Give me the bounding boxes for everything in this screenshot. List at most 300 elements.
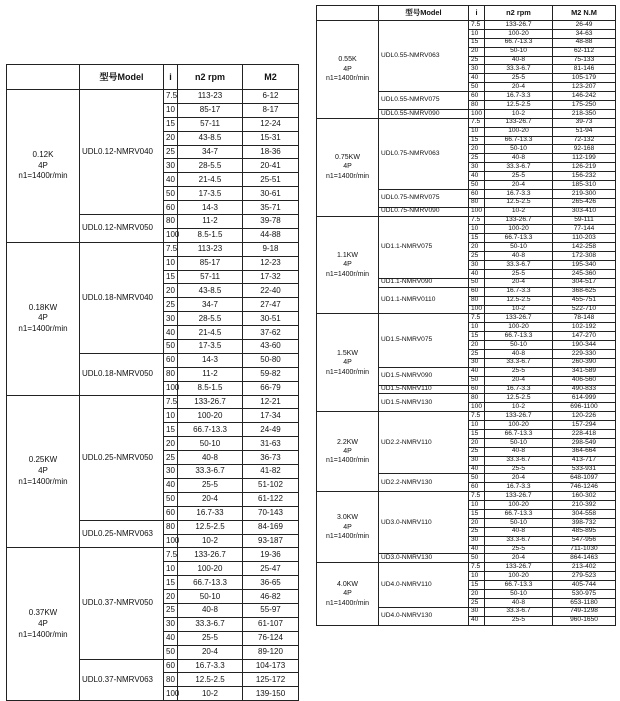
torque-cell: 75-133 — [553, 56, 616, 65]
rpm-cell: 66.7-13.3 — [485, 136, 553, 145]
rpm-cell: 14-3 — [178, 201, 243, 215]
ratio-cell: 20 — [164, 284, 178, 298]
torque-cell: 533-931 — [553, 465, 616, 474]
torque-cell: 304-558 — [553, 509, 616, 518]
input-speed: n1=1400r/min — [325, 270, 369, 278]
ratio-cell: 15 — [164, 576, 178, 590]
torque-cell: 213-402 — [553, 563, 616, 572]
ratio-cell: 50 — [164, 645, 178, 659]
ratio-cell: 80 — [469, 198, 485, 207]
torque-cell: 31-63 — [243, 437, 299, 451]
ratio-cell: 25 — [164, 451, 178, 465]
table-row — [7, 395, 299, 409]
ratio-cell: 40 — [469, 616, 485, 625]
ratio-cell: 50 — [469, 376, 485, 385]
power-rating: 2.2KW — [336, 438, 358, 446]
torque-cell: 279-523 — [553, 572, 616, 581]
torque-cell: 35-71 — [243, 201, 299, 215]
torque-cell: 547-956 — [553, 536, 616, 545]
torque-cell: 25-47 — [243, 562, 299, 576]
rpm-cell: 113-23 — [178, 90, 243, 104]
rpm-cell: 40-8 — [485, 349, 553, 358]
ratio-cell: 50 — [164, 492, 178, 506]
torque-cell: 696-1100 — [553, 403, 616, 412]
rpm-cell: 133-26.7 — [178, 395, 243, 409]
table-row — [317, 412, 616, 421]
rpm-cell: 40-8 — [178, 451, 243, 465]
rpm-cell: 10-2 — [485, 305, 553, 314]
power-spec-cell — [317, 216, 379, 314]
rpm-cell: 100-20 — [485, 421, 553, 430]
ratio-cell: 50 — [469, 181, 485, 190]
rpm-cell: 57-11 — [178, 117, 243, 131]
input-speed: n1=1400r/min — [325, 368, 369, 376]
torque-cell: 105-179 — [553, 74, 616, 83]
torque-cell: 413-717 — [553, 456, 616, 465]
ratio-cell: 25 — [469, 598, 485, 607]
rpm-cell: 85-17 — [178, 103, 243, 117]
rpm-cell: 50-10 — [178, 437, 243, 451]
torque-cell: 15-31 — [243, 131, 299, 145]
ratio-cell: 100 — [164, 687, 178, 701]
rpm-cell: 40-8 — [485, 447, 553, 456]
rpm-cell: 50-10 — [485, 438, 553, 447]
ratio-cell: 60 — [164, 659, 178, 673]
model-cell: UD1.1-NMRV0110 — [379, 287, 469, 314]
model-cell: UD1.5-NMRV110 — [379, 385, 469, 394]
torque-cell: 229-330 — [553, 349, 616, 358]
pole-count: 4P — [38, 618, 48, 628]
rpm-cell: 66.7-13.3 — [485, 332, 553, 341]
power-spec-cell — [7, 395, 80, 548]
header-ratio: i — [164, 65, 178, 90]
model-cell: UDL0.55-NMRV090 — [379, 109, 469, 118]
torque-cell: 46-82 — [243, 590, 299, 604]
rpm-cell: 85-17 — [178, 256, 243, 270]
ratio-cell: 10 — [164, 256, 178, 270]
model-cell: UDL0.55-NMRV075 — [379, 92, 469, 110]
torque-cell: 48-88 — [553, 38, 616, 47]
model-cell: UD3.0-NMRV130 — [379, 554, 469, 563]
torque-cell: 522-710 — [553, 305, 616, 314]
power-spec-cell — [317, 118, 379, 216]
pole-count: 4P — [343, 447, 352, 455]
rpm-cell: 28-5.5 — [178, 159, 243, 173]
rpm-cell: 40-8 — [485, 252, 553, 261]
torque-cell: 17-34 — [243, 409, 299, 423]
ratio-cell: 100 — [469, 207, 485, 216]
torque-cell: 44-88 — [243, 228, 299, 242]
torque-cell: 218-350 — [553, 109, 616, 118]
ratio-cell: 10 — [164, 409, 178, 423]
ratio-cell: 50 — [164, 187, 178, 201]
ratio-cell: 15 — [469, 136, 485, 145]
pole-count: 4P — [343, 359, 352, 367]
rpm-cell: 50-10 — [178, 590, 243, 604]
rpm-cell: 34-7 — [178, 298, 243, 312]
model-cell: UDL0.75-NMRV063 — [379, 118, 469, 189]
rpm-cell: 33.3-6.7 — [485, 261, 553, 270]
input-speed: n1=1400r/min — [18, 476, 68, 486]
ratio-cell: 30 — [469, 65, 485, 74]
ratio-cell: 25 — [469, 527, 485, 536]
table-row — [317, 21, 616, 30]
torque-cell: 260-390 — [553, 358, 616, 367]
power-rating: 0.37KW — [28, 608, 58, 618]
ratio-cell: 50 — [469, 83, 485, 92]
model-cell: UDL0.12-NMRV050 — [80, 215, 164, 243]
model-cell: UDL0.25-NMRV063 — [80, 520, 164, 548]
rpm-cell: 33.3-6.7 — [485, 607, 553, 616]
ratio-cell: 25 — [164, 603, 178, 617]
ratio-cell: 100 — [469, 403, 485, 412]
table-row — [7, 242, 299, 256]
rpm-cell: 66.7-13.3 — [485, 38, 553, 47]
torque-cell: 39-78 — [243, 215, 299, 229]
rpm-cell: 25-5 — [485, 465, 553, 474]
ratio-cell: 80 — [164, 520, 178, 534]
rpm-cell: 16.7-3.3 — [485, 287, 553, 296]
torque-cell: 59-82 — [243, 367, 299, 381]
torque-cell: 112-199 — [553, 154, 616, 163]
rpm-cell: 50-10 — [485, 518, 553, 527]
torque-cell: 59-111 — [553, 216, 616, 225]
torque-cell: 25-51 — [243, 173, 299, 187]
ratio-cell: 25 — [469, 154, 485, 163]
torque-cell: 104-173 — [243, 659, 299, 673]
torque-cell: 19-36 — [243, 548, 299, 562]
rpm-cell: 50-10 — [485, 341, 553, 350]
ratio-cell: 40 — [164, 326, 178, 340]
torque-cell: 485-895 — [553, 527, 616, 536]
rpm-cell: 66.7-13.3 — [485, 234, 553, 243]
ratio-cell: 7.5 — [164, 90, 178, 104]
torque-cell: 51-102 — [243, 478, 299, 492]
power-spec-cell — [7, 548, 80, 701]
ratio-cell: 30 — [469, 358, 485, 367]
rpm-cell: 20-4 — [485, 278, 553, 287]
input-speed: n1=1400r/min — [325, 599, 369, 607]
rpm-cell: 25-5 — [485, 269, 553, 278]
input-speed: n1=1400r/min — [325, 457, 369, 465]
pole-count: 4P — [38, 160, 48, 170]
power-rating: 1.5KW — [336, 349, 358, 357]
model-cell: UD4.0-NMRV110 — [379, 563, 469, 607]
ratio-cell: 15 — [469, 38, 485, 47]
ratio-cell: 15 — [164, 270, 178, 284]
torque-cell: 84-169 — [243, 520, 299, 534]
rpm-cell: 100-20 — [485, 501, 553, 510]
pole-count: 4P — [343, 523, 352, 531]
torque-cell: 298-549 — [553, 438, 616, 447]
ratio-cell: 10 — [469, 421, 485, 430]
torque-cell: 123-207 — [553, 83, 616, 92]
torque-cell: 89-120 — [243, 645, 299, 659]
ratio-cell: 7.5 — [469, 314, 485, 323]
table-row — [317, 216, 616, 225]
rpm-cell: 50-10 — [485, 47, 553, 56]
rpm-cell: 10-2 — [485, 109, 553, 118]
model-cell: UDL0.37-NMRV063 — [80, 659, 164, 701]
ratio-cell: 50 — [469, 474, 485, 483]
model-cell: UDL0.25-NMRV050 — [80, 395, 164, 520]
ratio-cell: 80 — [164, 215, 178, 229]
torque-cell: 24-49 — [243, 423, 299, 437]
rpm-cell: 40-8 — [485, 598, 553, 607]
ratio-cell: 30 — [469, 456, 485, 465]
power-rating: 3.0KW — [336, 514, 358, 522]
torque-cell: 6-12 — [243, 90, 299, 104]
ratio-cell: 40 — [469, 269, 485, 278]
torque-cell: 455-751 — [553, 296, 616, 305]
rpm-cell: 12.5-2.5 — [178, 520, 243, 534]
ratio-cell: 10 — [469, 323, 485, 332]
torque-cell: 12-23 — [243, 256, 299, 270]
rpm-cell: 133-26.7 — [485, 314, 553, 323]
torque-cell: 398-732 — [553, 518, 616, 527]
ratio-cell: 40 — [164, 631, 178, 645]
model-cell: UD4.0-NMRV130 — [379, 607, 469, 625]
ratio-cell: 30 — [469, 536, 485, 545]
rpm-cell: 16.7-3.3 — [178, 659, 243, 673]
torque-cell: 81-146 — [553, 65, 616, 74]
model-cell: UD2.2-NMRV130 — [379, 474, 469, 492]
rpm-cell: 25-5 — [485, 367, 553, 376]
ratio-cell: 15 — [469, 429, 485, 438]
pole-count: 4P — [38, 313, 48, 323]
rpm-cell: 10-2 — [485, 207, 553, 216]
torque-cell: 245-360 — [553, 269, 616, 278]
rpm-cell: 133-26.7 — [178, 548, 243, 562]
header-power — [7, 65, 80, 90]
torque-cell: 157-294 — [553, 421, 616, 430]
torque-cell: 51-94 — [553, 127, 616, 136]
ratio-cell: 30 — [469, 261, 485, 270]
torque-cell: 120-226 — [553, 412, 616, 421]
ratio-cell: 15 — [469, 332, 485, 341]
rpm-cell: 43-8.5 — [178, 131, 243, 145]
rpm-cell: 40-8 — [485, 56, 553, 65]
input-speed: n1=1400r/min — [18, 629, 68, 639]
ratio-cell: 15 — [164, 117, 178, 131]
rpm-cell: 40-8 — [485, 154, 553, 163]
ratio-cell: 40 — [469, 172, 485, 181]
header-model: 型号Model — [379, 6, 469, 21]
torque-cell: 749-1298 — [553, 607, 616, 616]
ratio-cell: 7.5 — [469, 412, 485, 421]
torque-cell: 102-192 — [553, 323, 616, 332]
torque-cell: 62-112 — [553, 47, 616, 56]
ratio-cell: 15 — [469, 234, 485, 243]
table-row — [7, 90, 299, 104]
rpm-cell: 20-4 — [485, 376, 553, 385]
ratio-cell: 25 — [469, 252, 485, 261]
rpm-cell: 16.7-3.3 — [485, 189, 553, 198]
rpm-cell: 133-26.7 — [485, 563, 553, 572]
rpm-cell: 50-10 — [485, 590, 553, 599]
rpm-cell: 17-3.5 — [178, 187, 243, 201]
pole-count: 4P — [343, 590, 352, 598]
rpm-cell: 33.3-6.7 — [485, 536, 553, 545]
torque-cell: 364-664 — [553, 447, 616, 456]
torque-cell: 195-340 — [553, 261, 616, 270]
rpm-cell: 33.3-6.7 — [485, 163, 553, 172]
ratio-cell: 10 — [164, 103, 178, 117]
table-row — [317, 563, 616, 572]
rpm-cell: 20-4 — [178, 645, 243, 659]
torque-cell: 530-975 — [553, 590, 616, 599]
ratio-cell: 40 — [469, 74, 485, 83]
torque-cell: 76-124 — [243, 631, 299, 645]
ratio-cell: 10 — [469, 572, 485, 581]
header-power — [317, 6, 379, 21]
rpm-cell: 100-20 — [485, 323, 553, 332]
rpm-cell: 40-8 — [485, 527, 553, 536]
rpm-cell: 43-8.5 — [178, 284, 243, 298]
ratio-cell: 40 — [164, 173, 178, 187]
ratio-cell: 15 — [164, 423, 178, 437]
torque-cell: 139-150 — [243, 687, 299, 701]
power-spec-cell — [317, 412, 379, 492]
rpm-cell: 25-5 — [485, 616, 553, 625]
power-spec-cell — [317, 492, 379, 563]
rpm-cell: 10-2 — [485, 403, 553, 412]
model-cell: UD1.5-NMRV075 — [379, 314, 469, 367]
left-table-body — [7, 90, 299, 701]
input-speed: n1=1400r/min — [325, 532, 369, 540]
torque-cell: 9-18 — [243, 242, 299, 256]
ratio-cell: 60 — [469, 189, 485, 198]
model-cell: UDL0.18-NMRV050 — [80, 353, 164, 395]
torque-cell: 93-187 — [243, 534, 299, 548]
model-cell: UDL0.18-NMRV040 — [80, 242, 164, 353]
ratio-cell: 30 — [469, 607, 485, 616]
ratio-cell: 30 — [164, 465, 178, 479]
header-torque: M2 N.M — [553, 6, 616, 21]
ratio-cell: 40 — [469, 367, 485, 376]
ratio-cell: 20 — [469, 518, 485, 527]
ratio-cell: 40 — [469, 465, 485, 474]
pole-count: 4P — [343, 261, 352, 269]
torque-cell: 406-560 — [553, 376, 616, 385]
torque-cell: 36-65 — [243, 576, 299, 590]
rpm-cell: 21-4.5 — [178, 326, 243, 340]
ratio-cell: 60 — [164, 353, 178, 367]
ratio-cell: 30 — [164, 617, 178, 631]
torque-cell: 746-1246 — [553, 483, 616, 492]
ratio-cell: 20 — [469, 590, 485, 599]
input-speed: n1=1400r/min — [18, 324, 68, 334]
torque-cell: 66-79 — [243, 381, 299, 395]
rpm-cell: 133-26.7 — [485, 21, 553, 30]
input-speed: n1=1400r/min — [18, 171, 68, 181]
rpm-cell: 16.7-33 — [178, 506, 243, 520]
torque-cell: 72-132 — [553, 136, 616, 145]
ratio-cell: 80 — [164, 673, 178, 687]
rpm-cell: 12.5-2.5 — [485, 101, 553, 110]
rpm-cell: 100-20 — [485, 572, 553, 581]
torque-cell: 185-310 — [553, 181, 616, 190]
ratio-cell: 20 — [164, 590, 178, 604]
rpm-cell: 33.3-6.7 — [485, 456, 553, 465]
ratio-cell: 60 — [469, 483, 485, 492]
torque-cell: 70-143 — [243, 506, 299, 520]
left-spec-table — [6, 64, 299, 701]
rpm-cell: 20-4 — [178, 492, 243, 506]
rpm-cell: 50-10 — [485, 145, 553, 154]
rpm-cell: 66.7-13.3 — [485, 509, 553, 518]
rpm-cell: 100-20 — [178, 562, 243, 576]
rpm-cell: 33.3-6.7 — [485, 65, 553, 74]
rpm-cell: 12.5-2.5 — [178, 673, 243, 687]
torque-cell: 960-1650 — [553, 616, 616, 625]
ratio-cell: 20 — [164, 131, 178, 145]
torque-cell: 303-410 — [553, 207, 616, 216]
right-table-body — [317, 21, 616, 626]
torque-cell: 219-300 — [553, 189, 616, 198]
ratio-cell: 100 — [164, 534, 178, 548]
model-cell: UD3.0-NMRV110 — [379, 492, 469, 554]
torque-cell: 265-426 — [553, 198, 616, 207]
torque-cell: 147-270 — [553, 332, 616, 341]
input-speed: n1=1400r/min — [325, 75, 369, 83]
torque-cell: 55-97 — [243, 603, 299, 617]
table-row — [317, 314, 616, 323]
ratio-cell: 7.5 — [164, 548, 178, 562]
torque-cell: 27-47 — [243, 298, 299, 312]
model-cell: UDL0.12-NMRV040 — [80, 90, 164, 215]
torque-cell: 12-21 — [243, 395, 299, 409]
torque-cell: 26-49 — [553, 21, 616, 30]
ratio-cell: 25 — [164, 298, 178, 312]
torque-cell: 142-258 — [553, 243, 616, 252]
ratio-cell: 7.5 — [164, 395, 178, 409]
ratio-cell: 10 — [469, 501, 485, 510]
torque-cell: 190-344 — [553, 341, 616, 350]
rpm-cell: 100-20 — [485, 29, 553, 38]
ratio-cell: 10 — [469, 225, 485, 234]
right-spec-table — [316, 5, 616, 626]
ratio-cell: 10 — [469, 127, 485, 136]
power-rating: 0.25KW — [28, 455, 58, 465]
torque-cell: 228-418 — [553, 429, 616, 438]
rpm-cell: 66.7-13.3 — [485, 429, 553, 438]
torque-cell: 37-62 — [243, 326, 299, 340]
torque-cell: 18-36 — [243, 145, 299, 159]
rpm-cell: 33.3-6.7 — [178, 465, 243, 479]
model-cell: UDL0.75-NMRV075 — [379, 189, 469, 207]
ratio-cell: 100 — [164, 228, 178, 242]
ratio-cell: 7.5 — [164, 242, 178, 256]
power-spec-cell — [317, 563, 379, 625]
torque-cell: 20-41 — [243, 159, 299, 173]
rpm-cell: 20-4 — [485, 474, 553, 483]
torque-cell: 39-73 — [553, 118, 616, 127]
ratio-cell: 15 — [469, 581, 485, 590]
pole-count: 4P — [343, 65, 352, 73]
torque-cell: 92-168 — [553, 145, 616, 154]
ratio-cell: 20 — [469, 47, 485, 56]
power-rating: 0.55K — [338, 56, 357, 64]
ratio-cell: 80 — [469, 296, 485, 305]
ratio-cell: 50 — [164, 340, 178, 354]
torque-cell: 614-999 — [553, 394, 616, 403]
rpm-cell: 33.3-6.7 — [485, 358, 553, 367]
rpm-cell: 66.7-13.3 — [485, 581, 553, 590]
torque-cell: 146-242 — [553, 92, 616, 101]
ratio-cell: 80 — [469, 394, 485, 403]
torque-cell: 711-1030 — [553, 545, 616, 554]
